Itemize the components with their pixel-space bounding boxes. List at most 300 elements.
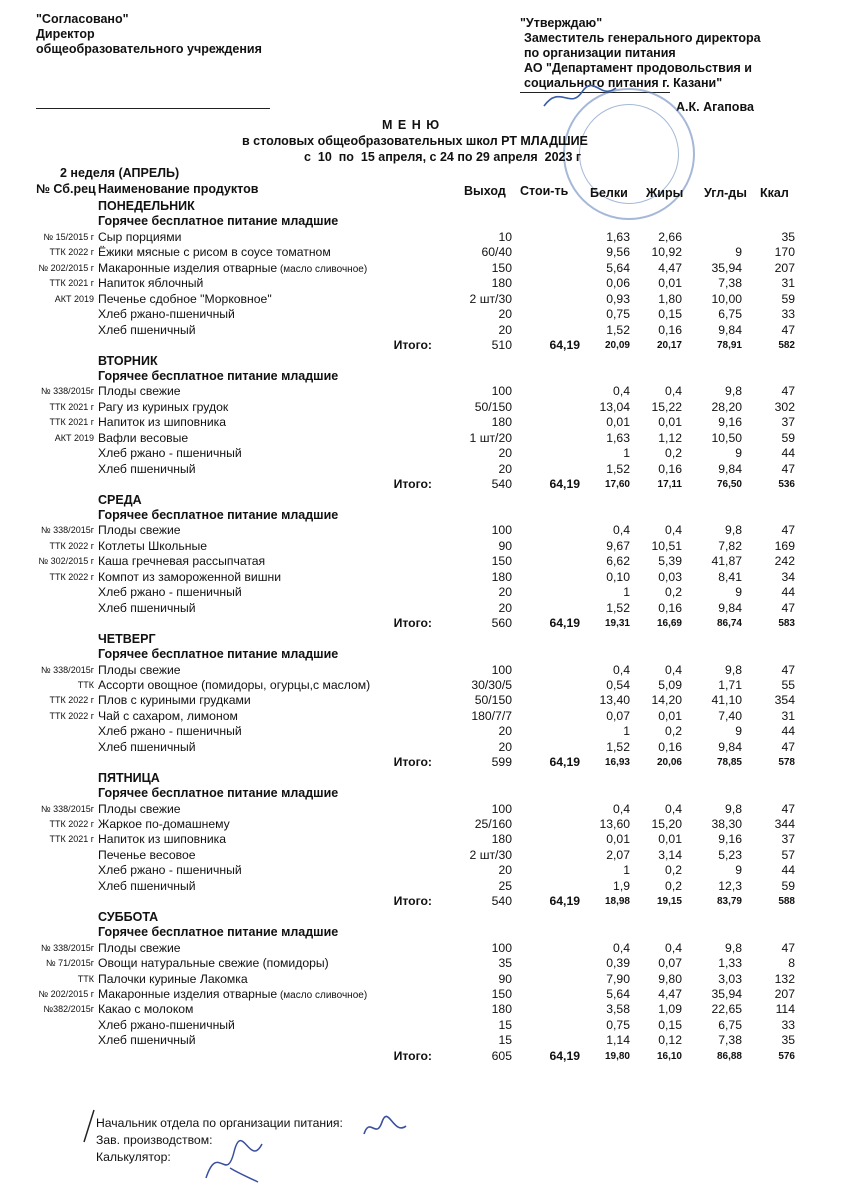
section-name: Горячее бесплатное питание младшие (98, 925, 339, 940)
recipe-code: ТТК 2022 г (49, 571, 94, 582)
day-name: СУББОТА (98, 909, 159, 924)
day-heading (0, 493, 849, 509)
total-output: 560 (491, 616, 512, 631)
dish-name: Плов с куриными грудками (98, 693, 251, 708)
col-protein: Белки (590, 186, 628, 200)
dish-kcal: 47 (781, 662, 795, 677)
dish-protein: 0,4 (613, 801, 630, 816)
dish-kcal: 35 (781, 229, 795, 244)
dish-protein: 1,52 (606, 600, 630, 615)
confirm-dept: по организации питания (524, 46, 676, 60)
dish-output: 2 шт/30 (469, 291, 512, 306)
table-row (0, 709, 849, 725)
dish-protein: 2,07 (606, 847, 630, 862)
recipe-code: № 338/2015г (41, 942, 94, 953)
dish-output: 180/7/7 (471, 708, 512, 723)
dish-carbs: 9,84 (718, 739, 742, 754)
dish-output: 180 (491, 1002, 512, 1017)
signature-calculator (200, 1138, 270, 1186)
dish-fat: 4,47 (658, 260, 682, 275)
recipe-code: № 15/2015 г (43, 231, 94, 242)
dish-name: Печенье весовое (98, 847, 196, 862)
dish-output: 90 (498, 971, 512, 986)
dish-protein: 0,54 (606, 677, 630, 692)
dish-output: 180 (491, 415, 512, 430)
dish-kcal: 47 (781, 739, 795, 754)
dish-output: 25/160 (474, 817, 512, 831)
dish-name: Хлеб пшеничный (98, 461, 196, 476)
dish-kcal: 31 (781, 276, 795, 291)
table-row (0, 400, 849, 416)
recipe-code: ТТК 2021 г (49, 417, 94, 428)
dish-name: Вафли весовые (98, 430, 189, 445)
dish-output: 50/150 (474, 399, 512, 414)
dish-output: 20 (498, 863, 512, 878)
table-row (0, 384, 849, 400)
dish-carbs: 6,75 (718, 307, 742, 322)
table-row (0, 276, 849, 292)
dish-output: 100 (491, 384, 512, 399)
dish-fat: 0,16 (658, 322, 682, 337)
table-row (0, 539, 849, 555)
dish-protein: 1 (623, 863, 630, 878)
dish-carbs: 8,41 (718, 569, 742, 584)
dish-carbs: 3,03 (718, 971, 742, 986)
table-row (0, 1033, 849, 1049)
dish-output: 20 (498, 585, 512, 600)
total-protein: 19,31 (604, 618, 630, 630)
dish-fat: 0,03 (658, 569, 682, 584)
dish-fat: 0,01 (658, 415, 682, 430)
dish-protein: 1 (623, 724, 630, 739)
total-cost: 64,19 (549, 616, 580, 631)
dish-name: Хлеб ржано - пшеничный (98, 446, 242, 461)
dish-carbs: 41,10 (711, 693, 742, 708)
dish-fat: 3,14 (658, 847, 682, 862)
dish-output: 15 (498, 1033, 512, 1048)
dish-kcal: 44 (781, 446, 795, 461)
dish-name: Рагу из куриных грудок (98, 399, 229, 414)
dish-note: (масло сливочное) (277, 989, 368, 1001)
table-row (0, 802, 849, 818)
dish-name: Ассорти овощное (помидоры, огурцы,с маслом) (98, 677, 371, 692)
dish-output: 90 (498, 538, 512, 553)
total-fat: 17,11 (657, 479, 682, 491)
total-row (0, 338, 849, 354)
dish-fat: 0,2 (665, 863, 682, 878)
dish-protein: 0,39 (606, 956, 630, 971)
total-fat: 20,17 (656, 340, 682, 352)
dish-fat: 0,15 (658, 307, 682, 322)
total-label: Итого: (393, 477, 432, 492)
total-row (0, 477, 849, 493)
table-row (0, 879, 849, 895)
section-name: Горячее бесплатное питание младшие (98, 214, 339, 229)
recipe-code: ТТК 2022 г (49, 695, 94, 706)
total-protein: 19,80 (604, 1050, 630, 1062)
dish-kcal: 207 (774, 986, 795, 1001)
approval-title: "Согласовано" (36, 12, 129, 26)
confirm-company: АО "Департамент продовольствия и (524, 61, 752, 75)
dish-output: 100 (491, 940, 512, 955)
day-heading (0, 354, 849, 370)
day-name: ВТОРНИК (98, 353, 158, 368)
dish-fat: 9,80 (658, 971, 682, 986)
dish-carbs: 5,23 (718, 847, 742, 862)
total-output: 605 (491, 1048, 512, 1063)
total-fat: 19,15 (656, 896, 682, 908)
dish-carbs: 9,84 (718, 461, 742, 476)
dish-kcal: 33 (781, 1017, 795, 1032)
dish-output: 1 шт/20 (469, 430, 512, 445)
dish-carbs: 1,71 (718, 677, 742, 692)
dish-output: 20 (498, 322, 512, 337)
recipe-code: № 202/2015 г (38, 262, 94, 273)
total-protein: 20,09 (604, 340, 630, 352)
total-cost: 64,19 (549, 755, 580, 770)
table-row (0, 987, 849, 1003)
dish-fat: 0,01 (658, 276, 682, 291)
signature-head (360, 1112, 410, 1142)
confirm-position: Заместитель генерального директора (524, 31, 761, 45)
recipe-code: № 71/2015г (46, 958, 94, 969)
total-label: Итого: (393, 338, 432, 353)
dish-carbs: 35,94 (711, 260, 742, 275)
dish-protein: 0,4 (613, 384, 630, 399)
dish-carbs: 9,8 (725, 384, 742, 399)
dish-output: 150 (491, 260, 512, 275)
dish-name: Напиток из шиповника (98, 415, 227, 430)
dish-name: Напиток из шиповника (98, 832, 227, 847)
dish-name: Хлеб пшеничный (98, 600, 196, 615)
table-row (0, 663, 849, 679)
dish-fat: 5,09 (658, 677, 682, 692)
dish-name: Сыр порциями (98, 229, 182, 244)
dish-fat: 1,09 (658, 1002, 682, 1017)
dish-protein: 0,06 (606, 276, 630, 291)
dish-fat: 5,39 (658, 554, 682, 569)
dish-carbs: 9,8 (725, 523, 742, 538)
dish-carbs: 10,00 (711, 291, 742, 306)
table-row (0, 462, 849, 478)
table-row (0, 956, 849, 972)
total-fat: 16,10 (656, 1050, 682, 1062)
dish-kcal: 34 (781, 569, 795, 584)
footer-production: Зав. производством: (96, 1133, 213, 1147)
dish-fat: 0,2 (665, 585, 682, 600)
table-row (0, 678, 849, 694)
dish-output: 20 (498, 600, 512, 615)
dish-kcal: 47 (781, 461, 795, 476)
table-row (0, 245, 849, 261)
total-kcal: 576 (778, 1050, 795, 1062)
dish-output: 20 (498, 446, 512, 461)
dish-fat: 15,22 (651, 399, 682, 414)
dish-kcal: 47 (781, 600, 795, 615)
signature-scribble (540, 80, 620, 114)
dish-name: Какао с молоком (98, 1002, 194, 1017)
dish-name: Компот из замороженной вишни (98, 569, 282, 584)
recipe-code: №382/2015г (43, 1004, 94, 1015)
dish-kcal: 59 (781, 878, 795, 893)
dish-fat: 1,80 (658, 291, 682, 306)
total-output: 540 (491, 894, 512, 909)
dish-output: 20 (498, 307, 512, 322)
dish-carbs: 22,65 (711, 1002, 742, 1017)
dish-protein: 5,64 (606, 260, 630, 275)
dish-kcal: 44 (781, 863, 795, 878)
total-label: Итого: (393, 1048, 432, 1063)
total-output: 510 (491, 338, 512, 353)
day-heading (0, 199, 849, 215)
dish-output: 20 (498, 461, 512, 476)
table-row (0, 817, 849, 833)
dish-name: Хлеб пшеничный (98, 739, 196, 754)
col-kcal: Ккал (760, 186, 789, 200)
recipe-code: № 302/2015 г (38, 556, 94, 567)
total-row (0, 894, 849, 910)
menu-subtitle: в столовых общеобразовательных школ РТ МЛАДШИЕ (242, 134, 588, 148)
table-row (0, 307, 849, 323)
dish-name: Хлеб ржано-пшеничный (98, 307, 235, 322)
recipe-code: ТТК 2022 г (49, 819, 94, 829)
dish-fat: 0,2 (665, 724, 682, 739)
dish-protein: 0,75 (606, 307, 630, 322)
dish-output: 20 (498, 739, 512, 754)
col-code: № Сб.рец (36, 182, 96, 196)
table-row (0, 431, 849, 447)
section-heading (0, 369, 849, 385)
dish-kcal: 242 (774, 554, 795, 569)
dish-protein: 1,52 (606, 739, 630, 754)
total-protein: 17,60 (604, 479, 630, 491)
dish-fat: 0,16 (658, 600, 682, 615)
dish-carbs: 9,84 (718, 600, 742, 615)
table-row (0, 1018, 849, 1034)
dish-kcal: 44 (781, 724, 795, 739)
recipe-code: ТТК 2021 г (49, 834, 94, 845)
dish-protein: 1 (623, 585, 630, 600)
dish-kcal: 302 (774, 399, 795, 414)
total-carbs: 78,85 (716, 757, 742, 769)
dish-fat: 0,4 (665, 662, 682, 677)
total-label: Итого: (393, 616, 432, 631)
total-carbs: 78,91 (716, 340, 742, 352)
total-carbs: 86,74 (716, 618, 742, 630)
dish-name: Хлеб пшеничный (98, 1033, 196, 1048)
dish-name: Хлеб ржано - пшеничный (98, 724, 242, 739)
table-row (0, 972, 849, 988)
dish-kcal: 37 (781, 415, 795, 430)
dish-kcal: 47 (781, 801, 795, 816)
dish-carbs: 9 (735, 724, 742, 739)
total-kcal: 536 (778, 479, 795, 491)
dish-output: 150 (491, 554, 512, 569)
dish-protein: 0,4 (613, 940, 630, 955)
dish-carbs: 7,40 (718, 708, 742, 723)
dish-name: Плоды свежие (98, 940, 181, 955)
dish-fat: 0,07 (658, 956, 682, 971)
table-row (0, 1002, 849, 1018)
section-name: Горячее бесплатное питание младшие (98, 786, 339, 801)
dish-carbs: 6,75 (718, 1017, 742, 1032)
dish-carbs: 9 (735, 585, 742, 600)
dish-carbs: 9,84 (718, 322, 742, 337)
dish-carbs: 9,8 (725, 662, 742, 677)
table-row (0, 446, 849, 462)
footer-head: Начальник отдела по организации питания: (96, 1116, 343, 1130)
dish-fat: 0,15 (658, 1017, 682, 1032)
dish-carbs: 10,50 (711, 430, 742, 445)
dish-kcal: 132 (774, 971, 795, 986)
recipe-code: АКТ 2019 (54, 432, 94, 443)
dish-fat: 0,01 (658, 708, 682, 723)
table-row (0, 740, 849, 756)
dish-protein: 1 (623, 446, 630, 461)
col-fat: Жиры (646, 186, 684, 200)
dish-output: 30/30/5 (471, 677, 512, 692)
approval-block (36, 12, 262, 57)
dish-name: Хлеб ржано - пшеничный (98, 585, 242, 600)
total-kcal: 588 (778, 896, 795, 908)
dish-name: Овощи натуральные свежие (помидоры) (98, 956, 329, 971)
dish-protein: 0,01 (606, 832, 630, 847)
dish-name: Плоды свежие (98, 801, 181, 816)
dish-protein: 0,75 (606, 1017, 630, 1032)
total-fat: 20,06 (656, 757, 682, 769)
dish-output: 60/40 (481, 245, 512, 260)
dish-name: Чай с сахаром, лимоном (98, 708, 238, 723)
dish-protein: 1,63 (606, 430, 630, 445)
total-protein: 16,93 (604, 757, 630, 769)
dish-kcal: 170 (774, 245, 795, 260)
total-row (0, 755, 849, 771)
table-row (0, 570, 849, 586)
dish-name: Плоды свежие (98, 384, 181, 399)
dish-name-text: Макаронные изделия отварные (98, 986, 278, 1001)
dish-protein: 13,40 (599, 693, 630, 708)
dish-name: Жаркое по-домашнему (98, 817, 230, 831)
table-row (0, 863, 849, 879)
recipe-code: АКТ 2019 (54, 293, 94, 304)
dish-carbs: 1,33 (718, 956, 742, 971)
confirm-signer: А.К. Агапова (676, 100, 754, 114)
table-row (0, 601, 849, 617)
total-output: 599 (491, 755, 512, 770)
dish-fat: 0,16 (658, 739, 682, 754)
dish-name: Хлеб ржано-пшеничный (98, 1017, 235, 1032)
table-row (0, 585, 849, 601)
recipe-code: № 338/2015г (41, 525, 94, 536)
day-heading (0, 632, 849, 648)
total-fat: 16,69 (656, 618, 682, 630)
footer-calculator: Калькулятор: (96, 1150, 171, 1164)
dish-output: 35 (498, 956, 512, 971)
dish-fat: 0,4 (665, 801, 682, 816)
dish-name: Хлеб пшеничный (98, 878, 196, 893)
week-label: 2 неделя (АПРЕЛЬ) (60, 166, 180, 180)
dish-kcal: 354 (774, 693, 795, 708)
col-carbs: Угл-ды (704, 186, 747, 200)
dish-carbs: 38,30 (711, 817, 742, 831)
dish-fat: 10,51 (651, 538, 682, 553)
section-name: Горячее бесплатное питание младшие (98, 508, 339, 522)
dish-kcal: 169 (774, 538, 795, 553)
dish-fat: 0,16 (658, 461, 682, 476)
dish-fat: 0,4 (665, 940, 682, 955)
dish-kcal: 344 (774, 817, 795, 831)
dish-output: 20 (498, 724, 512, 739)
recipe-code: № 338/2015г (41, 803, 94, 814)
dish-output: 100 (491, 523, 512, 538)
dish-kcal: 59 (781, 291, 795, 306)
dish-output: 50/150 (474, 693, 512, 708)
dish-protein: 9,56 (606, 245, 630, 260)
dish-carbs: 9,16 (718, 415, 742, 430)
dish-fat: 0,2 (665, 446, 682, 461)
total-protein: 18,98 (604, 896, 630, 908)
dish-kcal: 47 (781, 322, 795, 337)
section-name: Горячее бесплатное питание младшие (98, 647, 339, 662)
recipe-code: ТТК 2022 г (49, 710, 94, 721)
dish-protein: 9,67 (606, 538, 630, 553)
dish-protein: 0,07 (606, 708, 630, 723)
dish-protein: 13,60 (599, 817, 630, 831)
recipe-code: ТТК 2021 г (49, 278, 94, 289)
day-heading (0, 910, 849, 926)
dish-kcal: 59 (781, 430, 795, 445)
table-row (0, 523, 849, 539)
dish-output: 150 (491, 986, 512, 1001)
dish-output: 180 (491, 569, 512, 584)
table-row (0, 230, 849, 246)
section-name: Горячее бесплатное питание младшие (98, 368, 339, 383)
table-row (0, 832, 849, 848)
table-row (0, 724, 849, 740)
dish-output: 25 (498, 878, 512, 893)
table-row (0, 415, 849, 431)
total-cost: 64,19 (549, 477, 580, 492)
dish-name: Напиток яблочный (98, 276, 204, 291)
dish-kcal: 47 (781, 384, 795, 399)
dish-carbs: 12,3 (718, 878, 742, 893)
dish-protein: 13,04 (599, 399, 630, 414)
dish-fat: 1,12 (658, 430, 682, 445)
col-cost: Стои-ть (520, 184, 569, 198)
dish-kcal: 33 (781, 307, 795, 322)
dish-carbs: 7,38 (718, 1033, 742, 1048)
total-cost: 64,19 (549, 1048, 580, 1063)
dish-protein: 0,4 (613, 523, 630, 538)
recipe-code: ТТК 2022 г (49, 247, 94, 258)
dish-fat: 4,47 (658, 986, 682, 1001)
section-heading (0, 786, 849, 802)
dish-output: 10 (498, 229, 512, 244)
total-label: Итого: (393, 894, 432, 909)
dish-protein: 0,01 (606, 415, 630, 430)
dish-name: Ёжики мясные с рисом в соусе томатном (98, 245, 331, 260)
dish-protein: 1,63 (606, 229, 630, 244)
recipe-code: ТТК 2022 г (49, 540, 94, 551)
section-heading (0, 647, 849, 663)
total-output: 540 (491, 477, 512, 492)
table-row (0, 941, 849, 957)
dish-carbs: 41,87 (711, 554, 742, 569)
table-row (0, 292, 849, 308)
dish-kcal: 57 (781, 847, 795, 862)
dish-fat: 15,20 (651, 817, 682, 831)
dish-kcal: 44 (781, 585, 795, 600)
